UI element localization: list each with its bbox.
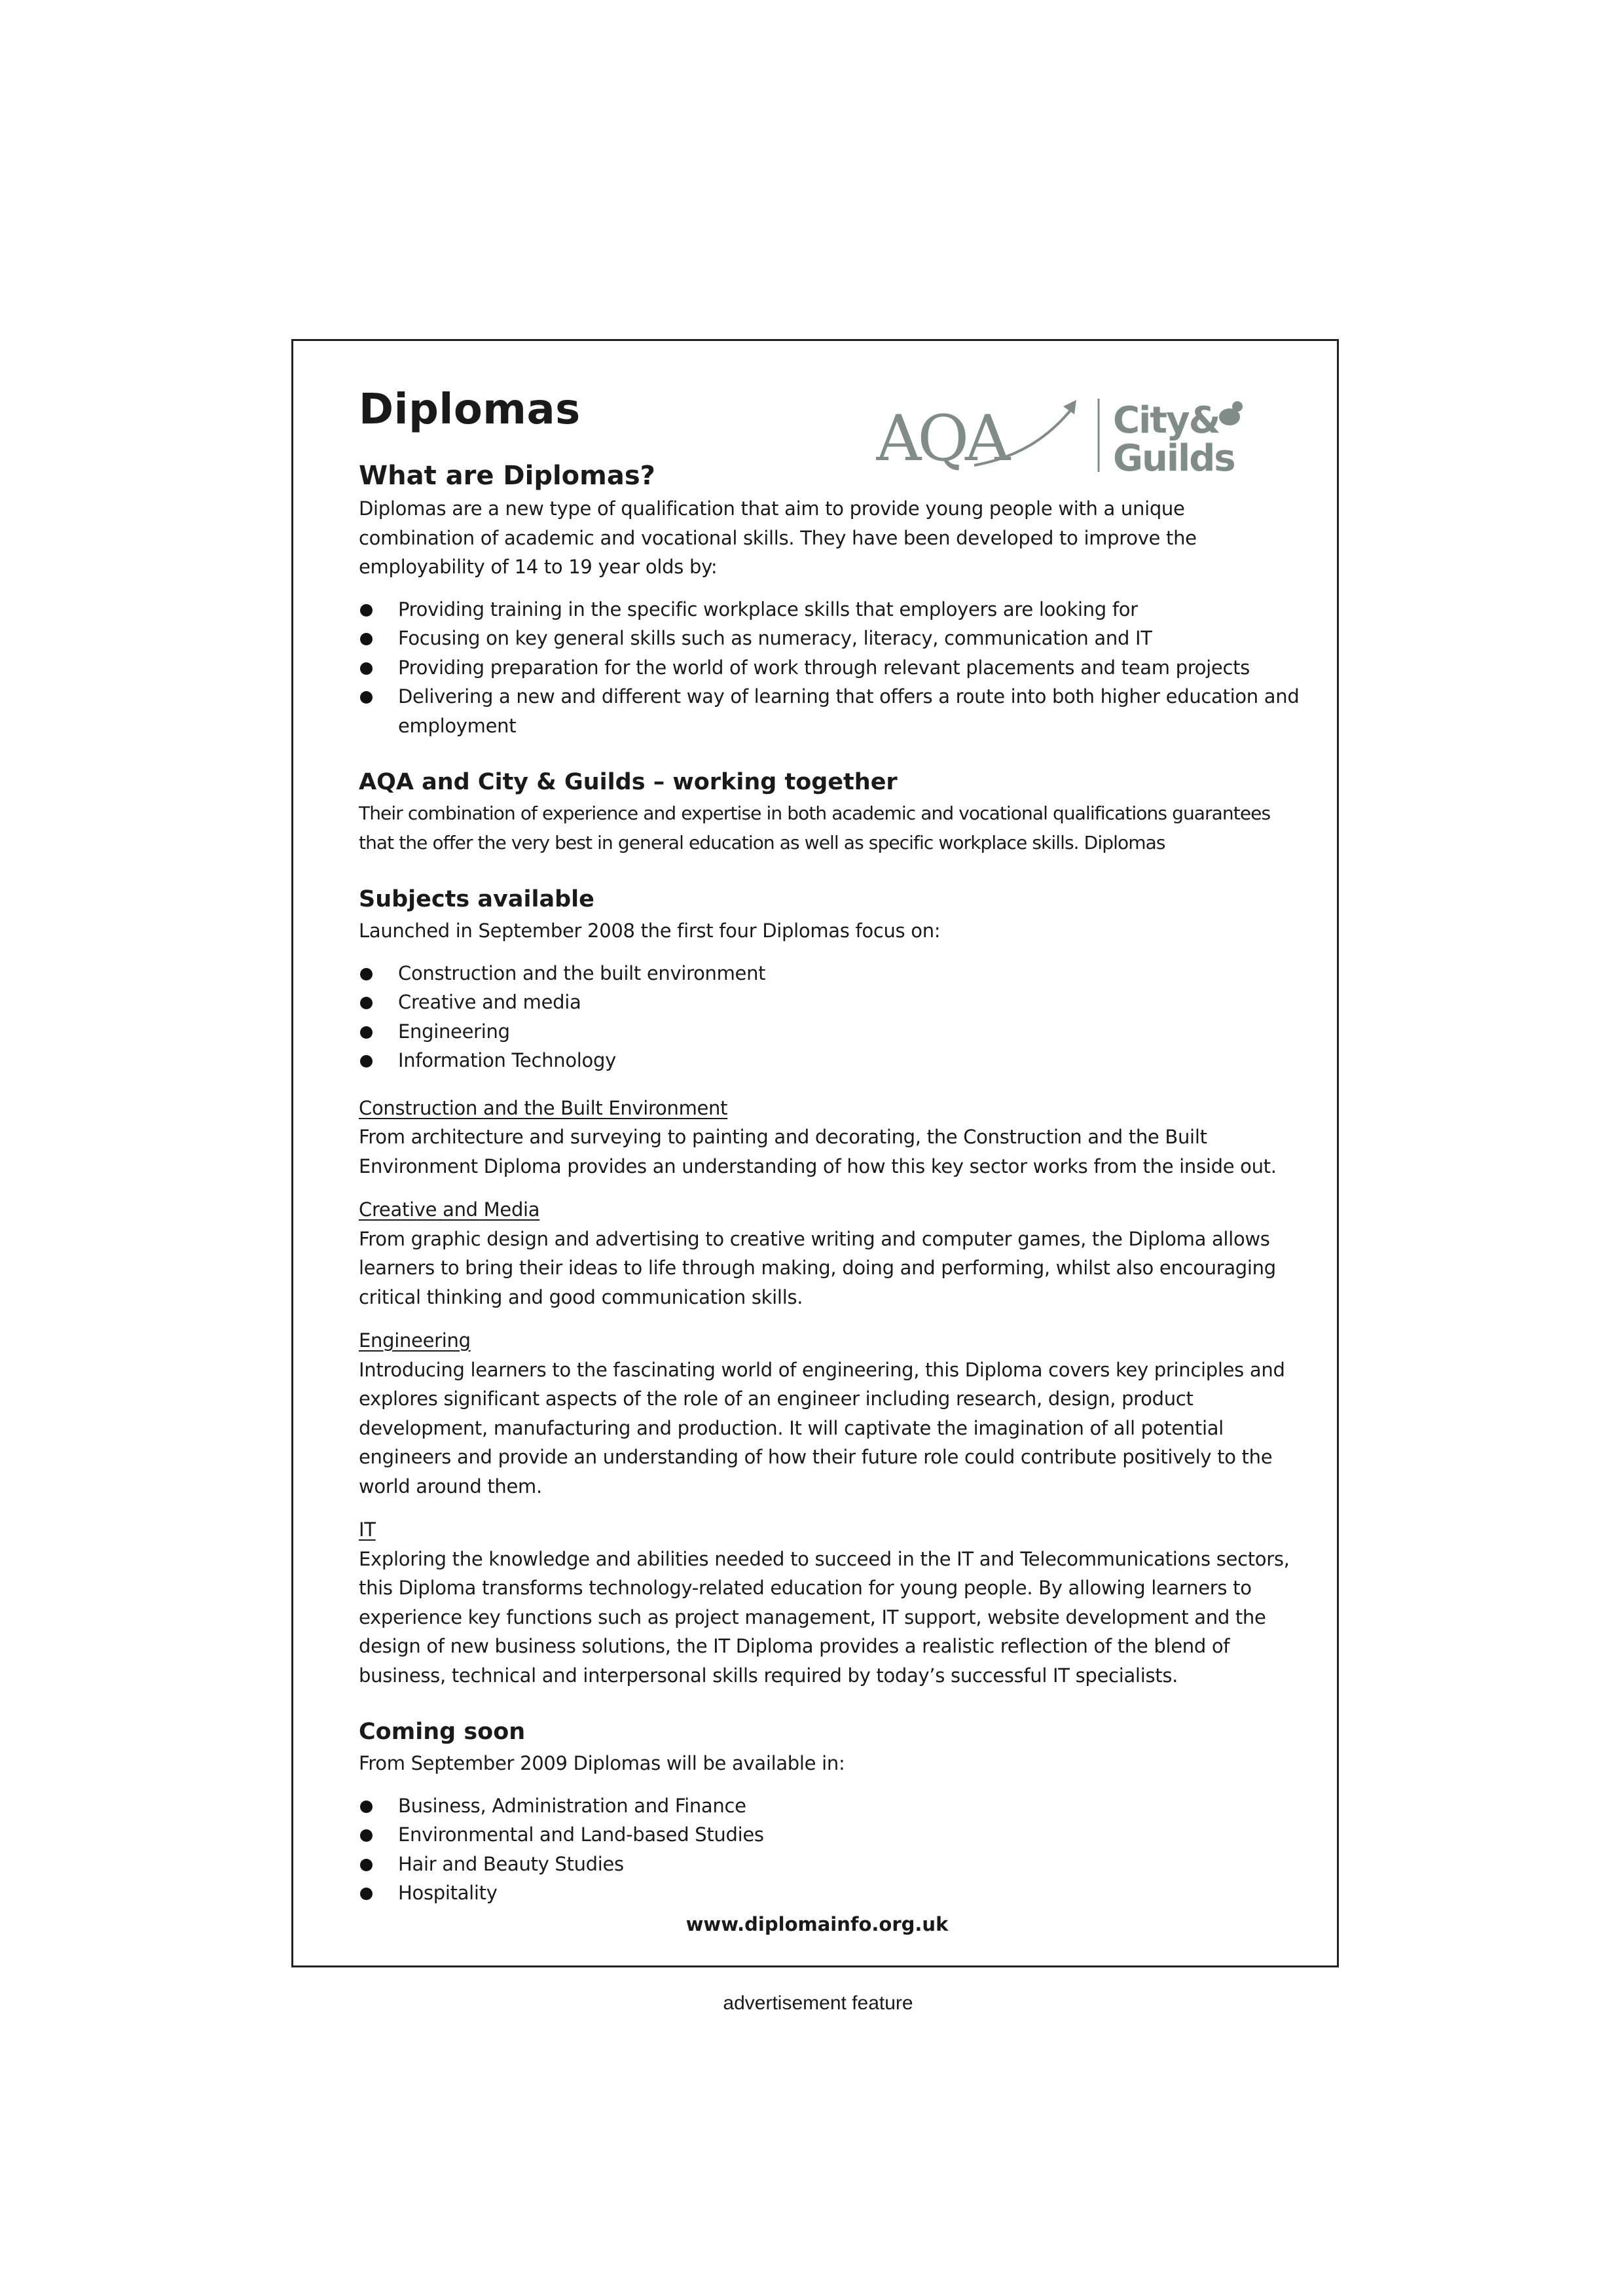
intro-paragraph: Diplomas are a new type of qualification that aim to provide young people with a unique combination of academic and vocational skills. They have been developed to improve the employability of 14 to 19 year olds by: bbox=[359, 497, 1197, 578]
section-heading-working-together: AQA and City & Guilds – working together bbox=[359, 769, 898, 795]
list-item: Focusing on key general skills such as numeracy, literacy, communication and IT bbox=[359, 624, 1302, 653]
section-heading-subjects-available: Subjects available bbox=[359, 886, 594, 912]
aqa-logo-text: AQA bbox=[876, 402, 1007, 475]
bullet-icon bbox=[360, 691, 373, 704]
subheading-construction: Construction and the Built Environment bbox=[359, 1096, 728, 1119]
list-item: Hospitality bbox=[359, 1878, 1302, 1908]
subjects-intro: Launched in September 2008 the first four Diplomas focus on: bbox=[359, 920, 941, 942]
bullet-icon bbox=[360, 633, 373, 645]
list-item: Engineering bbox=[359, 1017, 1302, 1047]
bullet-icon bbox=[360, 1888, 373, 1900]
city-guilds-logo-line1: City& bbox=[1113, 399, 1220, 442]
advert-content bbox=[359, 367, 1302, 1941]
bullet-icon bbox=[360, 1801, 373, 1813]
list-item: Hair and Beauty Studies bbox=[359, 1850, 1302, 1879]
coming-soon-intro: From September 2009 Diplomas will be available in: bbox=[359, 1752, 845, 1774]
creative-media-paragraph: From graphic design and advertising to creative writing and computer games, the Diploma allows learners to bring their ideas to life through making, doing and performing, whilst also encouraging critical thinking and good communication skills. bbox=[359, 1227, 1276, 1308]
list-item: Construction and the built environment bbox=[359, 959, 1302, 988]
subjects-list bbox=[359, 959, 1302, 1075]
coming-soon-list bbox=[359, 1791, 1302, 1908]
website-url: www.diplomainfo.org.uk bbox=[685, 1912, 949, 1935]
subheading-it: IT bbox=[359, 1518, 376, 1541]
it-paragraph: Exploring the knowledge and abilities needed to succeed in the IT and Telecommunications sectors, this Diploma transforms technology-related education for young people. By allowing learners to experience key functions such as project management, IT support, website development and the design of new business solutions, the IT Diploma provides a realistic reflection of the blend of business, technical and interpersonal skills required by today’s successful IT specialists. bbox=[359, 1547, 1290, 1687]
page-title: Diplomas bbox=[359, 386, 581, 434]
subheading-creative-media: Creative and Media bbox=[359, 1198, 540, 1221]
list-item: Providing training in the specific workplace skills that employers are looking for bbox=[359, 595, 1302, 624]
bullet-icon bbox=[360, 604, 373, 617]
advertisement-box bbox=[291, 339, 1339, 1967]
working-together-paragraph: Their combination of experience and expertise in both academic and vocational qualifications guarantees that the offer the very best in general education as well as specific workplace skills. Diplomas bbox=[359, 802, 1271, 853]
bullet-icon bbox=[360, 1859, 373, 1871]
section-heading-what-are-diplomas: What are Diplomas? bbox=[359, 461, 655, 491]
benefits-list bbox=[359, 595, 1302, 741]
bullet-icon bbox=[360, 997, 373, 1009]
bullet-icon bbox=[360, 1026, 373, 1039]
bullet-icon bbox=[360, 968, 373, 980]
list-item: Creative and media bbox=[359, 988, 1302, 1017]
list-item: Business, Administration and Finance bbox=[359, 1791, 1302, 1821]
engineering-paragraph: Introducing learners to the fascinating world of engineering, this Diploma covers key principles and explores significant aspects of the role of an engineer including research, design, product development, manufacturing and production. It will captivate the imagination of all potential engineers and provide an understanding of how their future role could contribute positively to the world around them. bbox=[359, 1358, 1285, 1498]
bullet-icon bbox=[360, 662, 373, 675]
construction-paragraph: From architecture and surveying to painting and decorating, the Construction and the Built Environment Diploma provides an understanding of how this key sector works from the inside out. bbox=[359, 1126, 1277, 1177]
bullet-icon bbox=[360, 1055, 373, 1067]
bullet-icon bbox=[360, 1829, 373, 1842]
list-item: Delivering a new and different way of learning that offers a route into both higher education and employment bbox=[359, 682, 1302, 740]
advertisement-feature-label: advertisement feature bbox=[723, 1992, 913, 2014]
list-item: Environmental and Land-based Studies bbox=[359, 1820, 1302, 1850]
section-heading-coming-soon: Coming soon bbox=[359, 1719, 526, 1745]
list-item: Providing preparation for the world of work through relevant placements and team projects bbox=[359, 653, 1302, 683]
list-item: Information Technology bbox=[359, 1046, 1302, 1075]
city-guilds-logo-line2: Guilds bbox=[1113, 437, 1235, 480]
subheading-engineering: Engineering bbox=[359, 1329, 471, 1352]
